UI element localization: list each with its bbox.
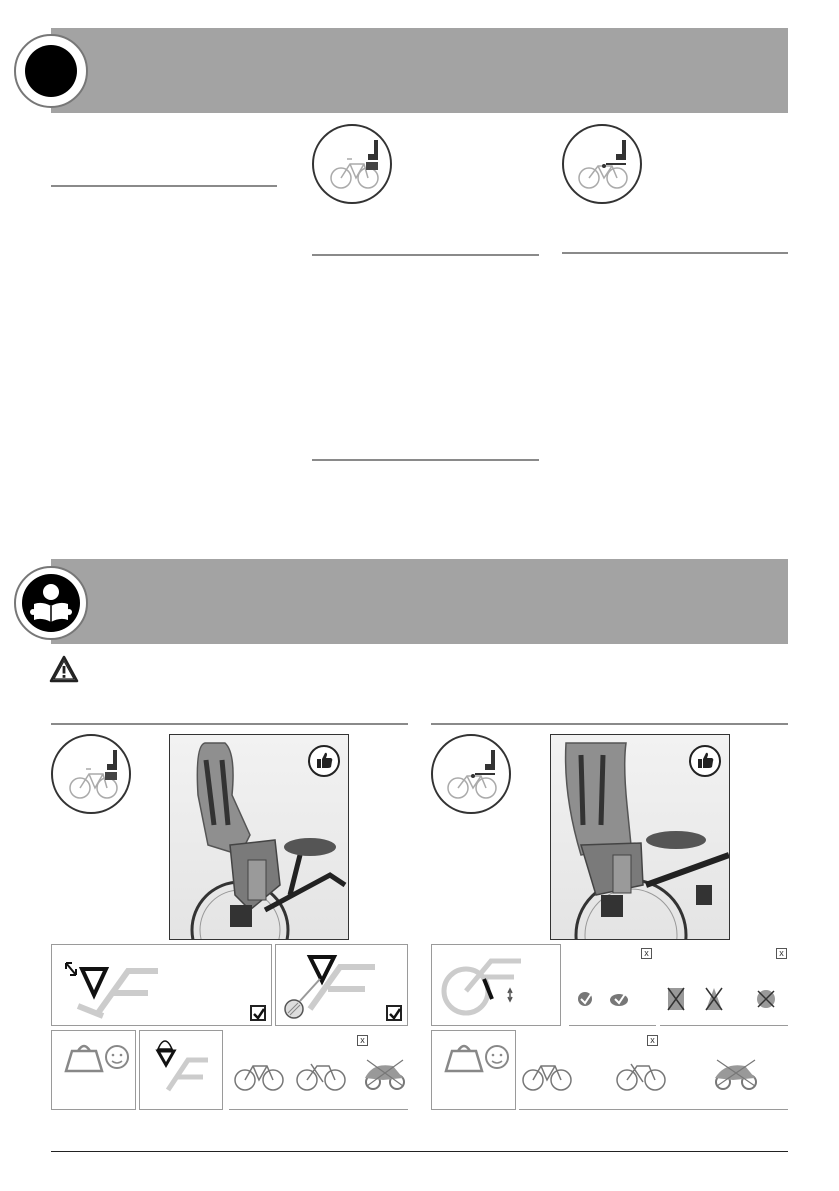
seat-photo-carrier-mount	[550, 734, 730, 940]
section-1-divider-col1	[51, 185, 277, 187]
frame-check-box-2	[275, 944, 408, 1026]
carrier-shape-box-2	[660, 944, 788, 1026]
section-2-badge	[14, 566, 88, 640]
not-allowed-x-left: x	[357, 1035, 368, 1046]
warning-icon	[49, 655, 79, 683]
bike-carrier-mount-icon	[562, 124, 642, 204]
weight-child-graphic-right	[440, 1037, 510, 1077]
bike-frame-mount-icon-left	[51, 734, 131, 814]
bike-carrier-mount-graphic-right	[433, 736, 513, 816]
bike-carrier-mount-icon-right	[431, 734, 511, 814]
weight-child-graphic	[60, 1037, 130, 1077]
not-allowed-x-right-3: x	[647, 1035, 658, 1046]
footer-rule	[51, 1151, 788, 1152]
reading-manual-graphic	[22, 574, 80, 632]
frame-check-box-1	[51, 944, 272, 1026]
section-1-divider-col2-a	[312, 254, 539, 256]
section-1-badge-dot	[25, 45, 77, 97]
section-1-header-band	[51, 28, 788, 113]
carrier-shape-box-1	[569, 944, 656, 1026]
carrier-tube-box	[431, 944, 561, 1026]
bike-types-box-right	[519, 1030, 788, 1110]
section-2-header-band	[51, 559, 788, 644]
bike-frame-mount-icon	[312, 124, 392, 204]
section-2-divider-left	[51, 723, 408, 725]
carrier-shape-graphic-2	[664, 984, 788, 1016]
weight-child-box-right	[431, 1030, 516, 1110]
reading-manual-icon	[22, 574, 80, 632]
bike-carrier-mount-graphic	[564, 126, 644, 206]
bike-types-box-left	[229, 1030, 408, 1110]
seat-photo-frame-mount	[169, 734, 349, 940]
bike-frame-mount-graphic	[314, 126, 394, 206]
section-1-divider-col2-b	[312, 459, 539, 461]
allowed-check-2	[386, 1005, 402, 1021]
thumbs-up-icon-right	[689, 745, 721, 777]
carrier-tube-graphic	[436, 949, 556, 1023]
not-allowed-x-right-1: x	[641, 948, 652, 959]
frame-round-tube-graphic	[280, 949, 390, 1023]
frame-size-graphic	[148, 1035, 216, 1095]
not-allowed-x-right-2: x	[776, 948, 787, 959]
frame-tube-size-graphic	[58, 951, 208, 1021]
allowed-check-1	[250, 1005, 266, 1021]
bike-frame-mount-graphic-left	[53, 736, 133, 816]
carrier-shape-graphic-1	[573, 984, 653, 1014]
thumbs-up-graphic-right	[691, 747, 719, 775]
bike-types-graphic-left	[233, 1052, 409, 1092]
bike-types-graphic-right	[521, 1052, 783, 1092]
weight-child-box-left	[51, 1030, 136, 1110]
thumbs-up-graphic	[310, 747, 338, 775]
thumbs-up-icon	[308, 745, 340, 777]
section-2-divider-right	[431, 723, 788, 725]
section-1-badge	[14, 34, 88, 108]
section-1-divider-col3	[562, 252, 788, 254]
frame-size-box-left	[139, 1030, 223, 1110]
